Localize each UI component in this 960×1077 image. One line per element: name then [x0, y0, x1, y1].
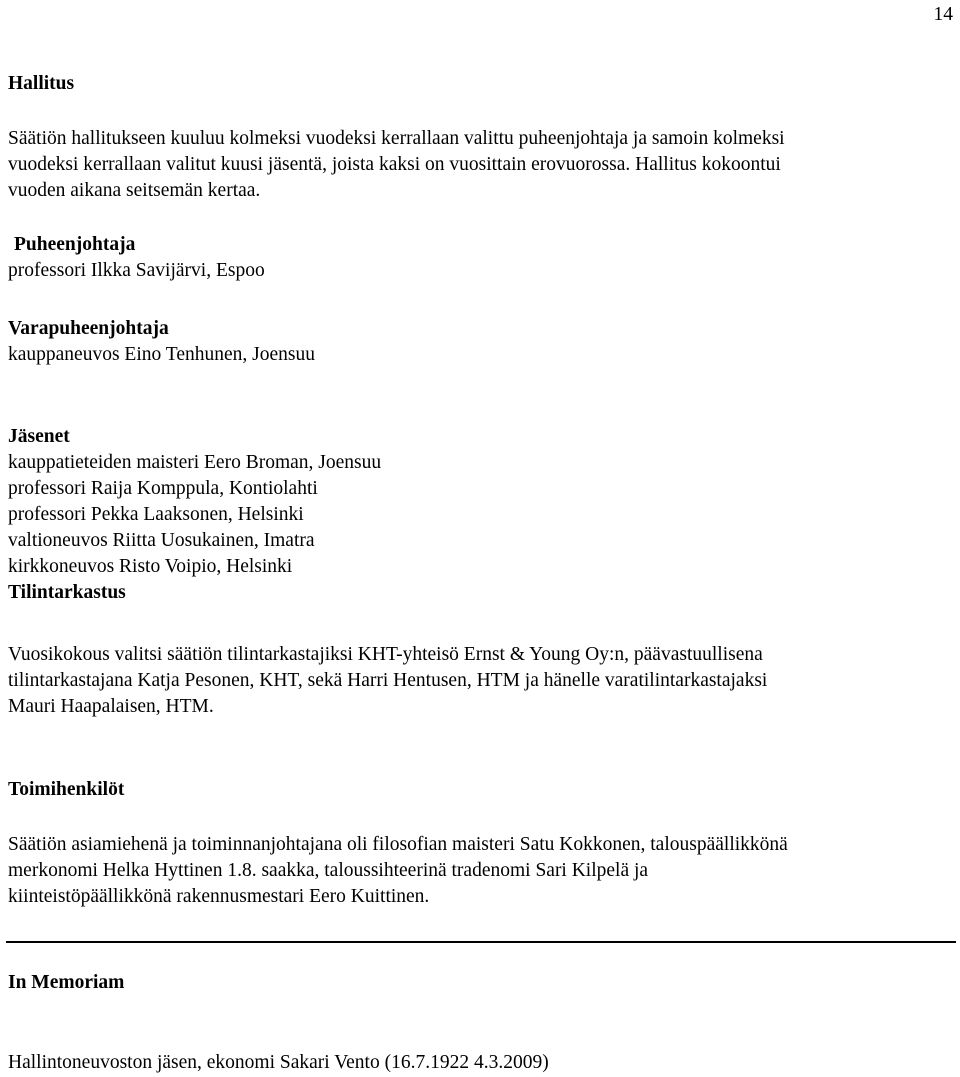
vice-chair-name: kauppaneuvos Eino Tenhunen, Joensuu: [8, 344, 315, 365]
hallitus-intro-paragraph: [8, 126, 956, 204]
chair-name: professori Ilkka Savijärvi, Espoo: [8, 260, 265, 281]
vice-chair-group: [8, 316, 956, 368]
section-divider: [6, 941, 956, 943]
section-heading-tilintarkastus: Tilintarkastus: [8, 582, 126, 603]
paragraph-line: vuoden aikana seitsemän kertaa.: [8, 180, 261, 201]
page-number: 14: [933, 4, 953, 25]
paragraph-line: merkonomi Helka Hyttinen 1.8. saakka, taloussihteerinä tradenomi Sari Kilpelä ja: [8, 860, 649, 881]
paragraph-line: Säätiön asiamiehenä ja toiminnanjohtajana oli filosofian maisteri Satu Kokkonen, talouspäällikkönä: [8, 834, 788, 855]
paragraph-line: Säätiön hallitukseen kuuluu kolmeksi vuodeksi kerrallaan valittu puheenjohtaja ja samoin kolmeksi: [8, 128, 785, 149]
section-heading-hallitus: Hallitus: [8, 73, 75, 94]
tilintarkastus-paragraph: [8, 642, 956, 720]
toimihenkilot-paragraph: [8, 832, 956, 910]
paragraph-line: Vuosikokous valitsi säätiön tilintarkastajiksi KHT-yhteisö Ernst & Young Oy:n, päävastuullisena: [8, 644, 763, 665]
paragraph-line: Mauri Haapalaisen, HTM.: [8, 696, 214, 717]
memoriam-text: Hallintoneuvoston jäsen, ekonomi Sakari Vento (16.7.1922 4.3.2009): [8, 1052, 549, 1073]
member-item: kirkkoneuvos Risto Voipio, Helsinki: [8, 556, 293, 577]
chair-title: Puheenjohtaja: [14, 234, 136, 255]
section-heading-memoriam: In Memoriam: [8, 972, 125, 993]
paragraph-line: tilintarkastajana Katja Pesonen, KHT, sekä Harri Hentusen, HTM ja hänelle varatilintarkastajaksi: [8, 670, 768, 691]
member-item: kauppatieteiden maisteri Eero Broman, Joensuu: [8, 452, 382, 473]
vice-chair-title: Varapuheenjohtaja: [8, 318, 169, 339]
members-title: Jäsenet: [8, 426, 70, 447]
member-item: valtioneuvos Riitta Uosukainen, Imatra: [8, 530, 315, 551]
section-heading-toimihenkilot: Toimihenkilöt: [8, 779, 125, 800]
member-item: professori Raija Komppula, Kontiolahti: [8, 478, 318, 499]
chair-name-group: [8, 258, 956, 284]
member-item: professori Pekka Laaksonen, Helsinki: [8, 504, 304, 525]
paragraph-line: kiinteistöpäällikkönä rakennusmestari Eero Kuittinen.: [8, 886, 430, 907]
paragraph-line: vuodeksi kerrallaan valitut kuusi jäsentä, joista kaksi on vuosittain erovuorossa. Hallitus kokoontui: [8, 154, 781, 175]
chair-group: [14, 232, 956, 258]
members-group: [8, 424, 956, 606]
